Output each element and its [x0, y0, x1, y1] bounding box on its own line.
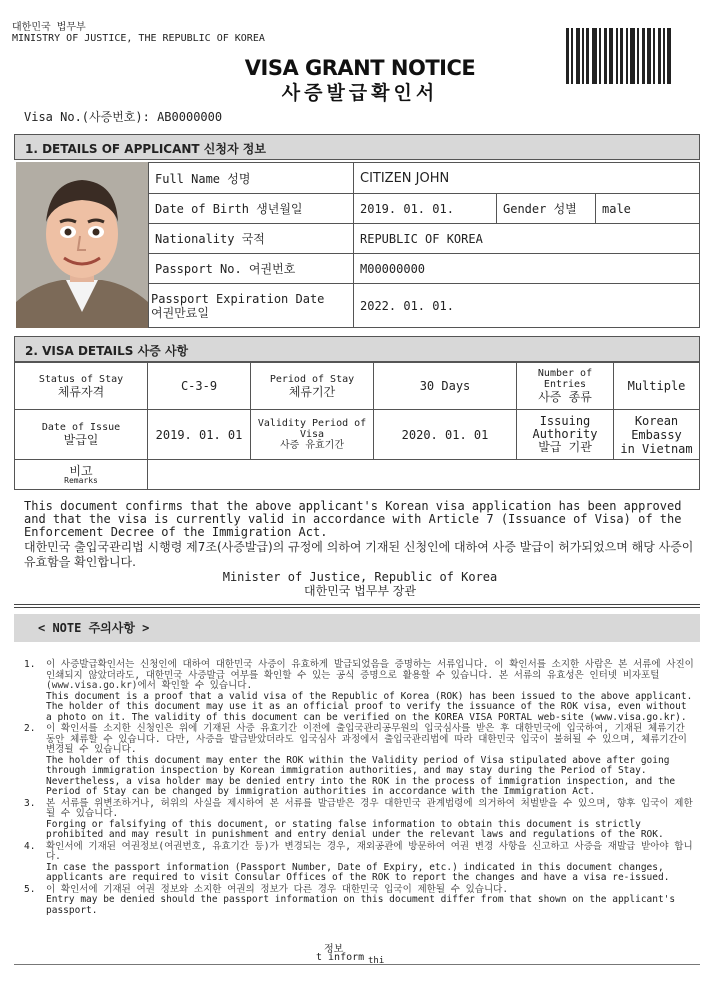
statement-en: This document confirms that the above applicant's Korean visa application has been approved and that the visa is currently valid in accordance with Article 7 (Issuance of Visa) of the Enforcement Decree of the Immigration Act. [24, 499, 682, 539]
validity-label-en-2: Visa [299, 429, 325, 440]
note-number: 5. [24, 883, 36, 895]
note-text-en: In case the passport information (Passport Number, Date of Expiry, etc.) indicated in this document changes, applicants are required to visit Consular Offices of the ROK to report the changes and have a visa re-issued. [46, 861, 670, 883]
signer-ko: 대한민국 법무부 장관 [304, 584, 416, 598]
status-label-ko: 체류자격 [57, 384, 105, 399]
divider [14, 604, 700, 605]
applicant-portrait-image [16, 162, 148, 328]
note-text-ko: 이 확인서를 소지한 신청인은 위에 기재된 사증 유효기간 이전에 출입국관리공무원의 입국심사를 받은 후 대한민국에 입국하여, 기재된 체류기간 동안 체류할 수 있습니다. 다만, 사증을 발급받았더라도 입국심사 과정에서 출입국관리법에 따라 대한민국 입국이 불허될 수 있으며, 체류기간이 변경될 수 있습니다. [46, 723, 687, 755]
note-text-en: This document is a proof that a valid visa of the Republic of Korea (ROK) has been issued to the above applicant. The holder of this document may use it as an official proof to verify the issuance of the ROK visa, even without a photo on it. The validity of this document can be verified on the KOREA VISA PORTAL web-site (www.visa.go.kr). [46, 690, 693, 723]
note-number: 3. [24, 797, 36, 809]
applicant-details-table [148, 162, 700, 328]
authority-value-1: Korean Embassy [631, 413, 682, 442]
note-item [24, 842, 698, 884]
entries-value: Multiple [614, 363, 700, 410]
gender-value: male [596, 194, 700, 224]
period-label [251, 363, 374, 410]
entries-label-en-2: Entries [543, 379, 587, 390]
note-item [24, 724, 698, 798]
remarks-value [148, 460, 700, 490]
note-text-en: Entry may be denied should the passport information on this document differ from that shown on the applicant's passport. [46, 894, 676, 916]
issue-date-value: 2019. 01. 01 [148, 410, 251, 460]
dob-label: Date of Birth 생년월일 [149, 194, 354, 224]
ministry-name-en: MINISTRY OF JUSTICE, THE REPUBLIC OF KOREA [12, 33, 265, 44]
document-title-en: VISA GRANT NOTICE [244, 56, 476, 80]
period-label-en: Period of Stay [269, 373, 355, 385]
authority-label-en-1: Issuing [539, 414, 591, 428]
note-text-en: The holder of this document may enter the ROK within the Validity period of Visa stipulated above after going through immigration inspection by Korean immigration authorities, and may stay during the Period of Stay. Nevertheless, a visa holder may be denied entry into the ROK in the process of immigration inspection, and the Period of Stay can be changed by immigration authorities in accordance with the Immigration Act. [46, 754, 676, 797]
ministry-name-ko: 대한민국 법무부 [12, 22, 86, 33]
passport-expiry-label-ko: 여권만료일 [151, 305, 209, 320]
footer-fragment: thi [368, 956, 385, 966]
remarks-label-en: Remarks [64, 475, 98, 485]
note-number: 1. [24, 659, 36, 670]
status-label [15, 363, 148, 410]
passport-expiry-value: 2022. 01. 01. [354, 284, 700, 328]
issue-date-label-ko: 발급일 [63, 433, 99, 447]
statement-ko: 대한민국 출입국관리법 시행령 제7조(사증발급)의 규정에 의하여 기재된 신청인에 대하여 사증 발급이 허가되었으며 해당 사증이 유효함을 확인합니다. [24, 540, 694, 569]
remarks-label [15, 460, 148, 490]
passport-label: Passport No. 여권번호 [149, 254, 354, 284]
passport-expiry-label [149, 284, 354, 328]
signer-en: Minister of Justice, Republic of Korea [222, 570, 498, 584]
note-item [24, 799, 698, 841]
note-text-en: Forging or falsifying of this document, or stating false information to obtain this document is strictly prohibited and may result in punishment and entry denial under the relevant laws and regulations of the ROK. [46, 818, 664, 840]
period-label-ko: 체류기간 [288, 384, 336, 399]
validity-label-en-1: Validity Period of [257, 418, 367, 429]
status-label-en: Status of Stay [38, 373, 124, 385]
entries-label-en-1: Number of [537, 368, 593, 379]
applicant-photo [16, 162, 148, 328]
authority-value-2: in Vietnam [620, 441, 693, 456]
visa-number-label: Visa No.(사증번호): [24, 110, 150, 124]
note-number: 4. [24, 840, 36, 852]
section2-header: 2. VISA DETAILS 사증 사항 [14, 336, 700, 362]
issue-date-label [15, 410, 148, 460]
note-text-ko: 본 서류를 위변조하거나, 허위의 사실을 제시하여 본 서류를 발급받은 경우 대한민국 관계법령에 의거하여 처벌받을 수 있으며, 향후 입국이 제한될 수 있습니다. [46, 797, 693, 819]
authority-label-en-2: Authority [532, 427, 598, 441]
document-title-ko: 사증발급확인서 [281, 82, 439, 104]
note-number: 2. [24, 723, 36, 734]
nationality-value: REPUBLIC OF KOREA [354, 224, 700, 254]
footer-fragment: t inform [316, 952, 365, 963]
entries-label [517, 363, 614, 410]
notes-header: < NOTE 주의사항 > [14, 614, 700, 642]
remarks-label-ko: 비고 [69, 463, 93, 478]
period-value: 30 Days [374, 363, 517, 410]
full-name-value: CITIZEN JOHN [354, 163, 700, 194]
note-item [24, 885, 698, 917]
authority-label-ko: 발급 기관 [538, 440, 592, 454]
dob-value: 2019. 01. 01. [354, 194, 497, 224]
visa-details-table [14, 362, 700, 490]
validity-label [251, 410, 374, 460]
section1-header: 1. DETAILS OF APPLICANT 신청자 정보 [14, 134, 700, 160]
note-text-ko: 이 사증발급확인서는 신청인에 대하여 대한민국 사증이 유효하게 발급되었음을 증명하는 서류입니다. 이 확인서를 소지한 사람은 본 서류에 사진이 인쇄되지 않았더라도, 대한민국 사증발급 여부를 확인할 수 있는 공식 증명으로 활용할 수 있습니다. 본 서류의 유효성은 인터넷 비자포털(www.visa.go.kr)에서 확인할 수 있습니다. [46, 659, 694, 691]
validity-label-ko: 사증 유효기간 [280, 440, 344, 451]
authority-value [614, 410, 700, 460]
gender-label: Gender 성별 [497, 194, 596, 224]
entries-label-ko: 사증 종류 [538, 390, 592, 404]
visa-number-value: AB0000000 [157, 110, 223, 124]
issue-date-label-en: Date of Issue [41, 422, 121, 433]
footer-fragment: 정보 [324, 944, 344, 955]
ministry-heading [12, 22, 265, 44]
full-name-label: Full Name 성명 [149, 163, 354, 194]
authority-label [517, 410, 614, 460]
nationality-label: Nationality 국적 [149, 224, 354, 254]
divider [14, 607, 700, 608]
passport-value: M00000000 [354, 254, 700, 284]
note-text-ko: 이 확인서에 기재된 여권 정보와 소지한 여권의 정보가 다른 경우 대한민국 입국이 제한될 수 있습니다. [46, 883, 509, 895]
notes-list [24, 660, 698, 917]
note-item [24, 660, 698, 723]
footer-rule [14, 964, 700, 965]
note-text-ko: 확인서에 기재된 여권정보(여권번호, 유효기간 등)가 변경되는 경우, 재외공관에 방문하여 여권 변경 사항을 신고하고 사증을 재발급 받아야 합니다. [46, 840, 693, 862]
passport-expiry-label-en: Passport Expiration Date [151, 291, 325, 306]
visa-number [24, 108, 222, 125]
status-value: C-3-9 [148, 363, 251, 410]
validity-value: 2020. 01. 01 [374, 410, 517, 460]
